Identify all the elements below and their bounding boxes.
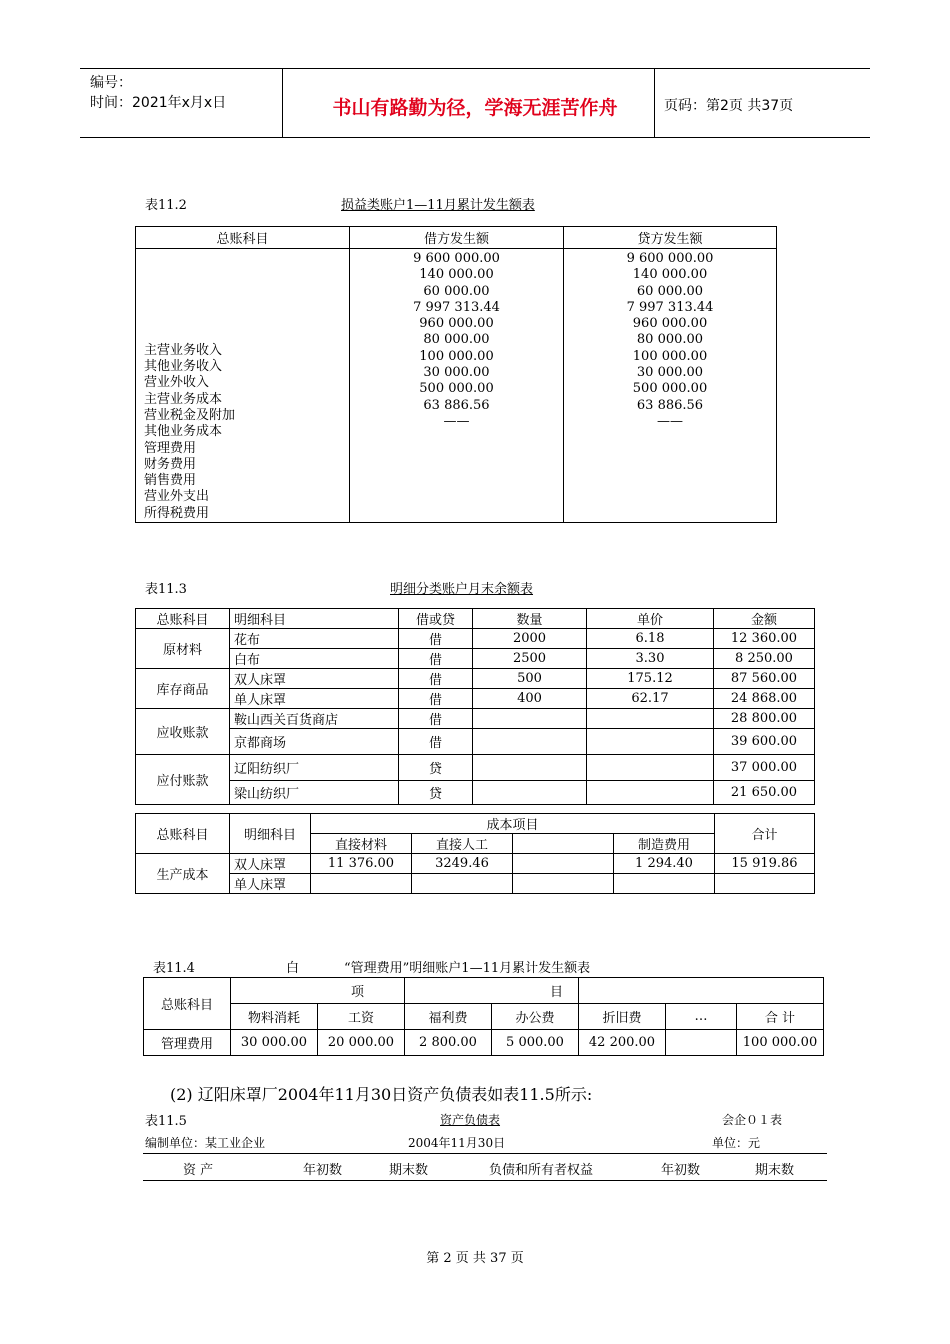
qty-cell: [473, 781, 587, 805]
total-cell: [715, 874, 815, 894]
debit-value: 9 600 000.00: [413, 251, 500, 266]
qty-cell: 2500: [473, 649, 587, 669]
col-header-item2: 目: [405, 978, 579, 1004]
detail-cell: 白布: [230, 649, 399, 669]
table-row: [136, 689, 815, 709]
material-cell: 11 376.00: [311, 854, 412, 874]
price-cell: [587, 755, 714, 781]
amount-cell: 87 560.00: [714, 669, 815, 689]
balance-sheet-header: [143, 1153, 827, 1181]
qty-cell: [473, 709, 587, 729]
account-list: [136, 249, 350, 523]
account-cell: 生产成本: [136, 854, 230, 894]
debit-value: 30 000.00: [423, 365, 490, 381]
detail-cell: 双人床罩: [230, 669, 399, 689]
col-header-dc: 借或贷: [399, 609, 473, 629]
qty-cell: 400: [473, 689, 587, 709]
col-header-account: 总账科目: [136, 227, 350, 249]
debit-list: [350, 249, 564, 523]
amount-cell: 12 360.00: [714, 629, 815, 649]
credit-value: 960 000.00: [632, 316, 708, 332]
page-footer: 第 2 页 共 37 页: [426, 1251, 524, 1266]
amount-cell: 39 600.00: [714, 729, 815, 755]
account-item: 所得税费用: [144, 505, 210, 521]
material-cell: [311, 874, 412, 894]
table-11-5-label: 表11.5: [145, 1114, 187, 1129]
dc-cell: 借: [399, 669, 473, 689]
debit-value: 60 000.00: [423, 283, 490, 299]
detail-cell: 京都商场: [230, 729, 399, 755]
overhead-cell: 1 294.40: [614, 854, 715, 874]
amount-cell: 24 868.00: [714, 689, 815, 709]
credit-value: 30 000.00: [636, 365, 704, 381]
table-11-3-label: 表11.3: [145, 582, 187, 597]
value-cell: 2 800.00: [405, 1030, 492, 1056]
amount-cell: 21 650.00: [714, 781, 815, 805]
debit-value: 140 000.00: [419, 267, 494, 283]
account-item: 其他业务成本: [144, 424, 223, 440]
account-item: 销售费用: [144, 473, 197, 489]
account-cell: 管理费用: [144, 1030, 231, 1056]
col-header-total: 合 计: [737, 1004, 824, 1030]
detail-cell: 梁山纺织厂: [230, 781, 399, 805]
account-item: 财务费用: [144, 456, 197, 472]
header-meta: [90, 73, 226, 113]
labor-cell: 3249.46: [412, 854, 513, 874]
col-header-item-blank: [579, 978, 824, 1004]
debit-value: ——: [443, 413, 470, 429]
col-header-labor: 直接人工: [412, 834, 513, 854]
value-cell: 20 000.00: [318, 1030, 405, 1056]
header-page-info: 页码：第2页 共37页: [664, 98, 794, 114]
dc-cell: 借: [399, 629, 473, 649]
debit-value: 100 000.00: [419, 348, 494, 364]
amount-cell: 28 800.00: [714, 709, 815, 729]
admin-expense-table: [143, 977, 824, 1056]
table-11-3-title: 明细分类账户月末余额表: [390, 582, 534, 597]
account-item: 管理费用: [144, 440, 197, 456]
table-11-5-title: 资产负债表: [440, 1113, 501, 1127]
col-header-assets-begin: 年初数: [303, 1163, 343, 1178]
col-header-assets: 资 产: [183, 1163, 214, 1178]
table-11-5-unit: 编制单位：某工业企业: [145, 1136, 266, 1150]
header-motto: 书山有路勤为径，学海无涯苦作舟: [332, 97, 618, 119]
dc-cell: 贷: [399, 781, 473, 805]
col-header-wages: 工资: [318, 1004, 405, 1030]
table-row: [136, 874, 815, 894]
production-cost-table: [135, 813, 815, 894]
col-header-total: 合计: [715, 814, 815, 854]
account-item: 主营业务收入: [144, 342, 223, 358]
detail-balance-table: [135, 608, 815, 805]
detail-cell: 单人床罩: [230, 874, 311, 894]
detail-cell: 双人床罩: [230, 854, 311, 874]
account-cell: 应收账款: [136, 709, 230, 755]
col-header-materials: 物料消耗: [231, 1004, 318, 1030]
credit-value: 9 600 000.00: [626, 251, 714, 266]
price-cell: [587, 781, 714, 805]
labor-cell: [412, 874, 513, 894]
col-header-liabilities: 负债和所有者权益: [489, 1163, 594, 1178]
value-cell: 5 000.00: [492, 1030, 579, 1056]
col-header-office: 办公费: [492, 1004, 579, 1030]
credit-value: ——: [657, 413, 683, 429]
dc-cell: 借: [399, 689, 473, 709]
document-time: 时间：2021年x月x日: [90, 95, 227, 111]
qty-cell: [473, 755, 587, 781]
credit-value: 80 000.00: [636, 332, 704, 348]
col-header-depreciation: 折旧费: [579, 1004, 666, 1030]
col-header-overhead: 制造费用: [614, 834, 715, 854]
col-header-credit: 贷方发生额: [564, 227, 777, 249]
detail-cell: 辽阳纺织厂: [230, 755, 399, 781]
table-11-4-title: “管理费用”明细账户1—11月累计发生额表: [344, 961, 591, 976]
value-cell: [666, 1030, 737, 1056]
col-header-detail: 明细科目: [230, 814, 311, 854]
account-item: 其他业务收入: [144, 359, 223, 375]
table-row: [144, 1030, 824, 1056]
debit-value: 7 997 313.44: [413, 299, 500, 315]
detail-cell: 鞍山西关百货商店: [230, 709, 399, 729]
table-row: [136, 755, 815, 781]
table-row: [136, 854, 815, 874]
dc-cell: 借: [399, 729, 473, 755]
income-accounts-table: [135, 226, 777, 523]
col-header-account: 总账科目: [144, 978, 231, 1030]
detail-cell: 单人床罩: [230, 689, 399, 709]
credit-value: 140 000.00: [632, 267, 708, 283]
overhead-cell: [614, 874, 715, 894]
blank-cell: [513, 874, 614, 894]
dc-cell: 借: [399, 709, 473, 729]
page-header: [80, 68, 870, 138]
paragraph-balance-sheet: (2) 辽阳床罩厂2004年11月30日资产负债表如表11.5所示:: [170, 1085, 593, 1104]
table-row: [136, 729, 815, 755]
table-11-2-label: 表11.2: [145, 198, 187, 213]
col-header-blank: [513, 834, 614, 854]
dc-cell: 贷: [399, 755, 473, 781]
col-header-assets-end: 期末数: [389, 1163, 429, 1178]
blank-cell: [513, 854, 614, 874]
value-cell: 100 000.00: [737, 1030, 824, 1056]
col-header-liab-end: 期末数: [755, 1163, 795, 1178]
price-cell: [587, 709, 714, 729]
table-11-2-title: 损益类账户1—11月累计发生额表: [341, 198, 535, 213]
price-cell: [587, 729, 714, 755]
account-item: 营业外支出: [144, 489, 210, 505]
debit-value: 63 886.56: [423, 397, 490, 413]
qty-cell: 2000: [473, 629, 587, 649]
total-cell: 15 919.86: [715, 854, 815, 874]
credit-value: 500 000.00: [632, 381, 708, 397]
debit-value: 960 000.00: [419, 316, 494, 332]
amount-cell: 37 000.00: [714, 755, 815, 781]
table-row: [136, 709, 815, 729]
price-cell: 6.18: [587, 629, 714, 649]
table-11-4-stray: 白: [286, 961, 300, 976]
price-cell: 3.30: [587, 649, 714, 669]
col-header-price: 单价: [587, 609, 714, 629]
col-header-debit: 借方发生额: [350, 227, 564, 249]
table-row: [136, 669, 815, 689]
col-header-material: 直接材料: [311, 834, 412, 854]
value-cell: 42 200.00: [579, 1030, 666, 1056]
col-header-amount: 金额: [714, 609, 815, 629]
table-row: [136, 781, 815, 805]
col-header-cost-items: 成本项目: [311, 814, 715, 834]
document-number: 编号：: [90, 75, 132, 91]
table-11-5-code: 会企０１表: [722, 1113, 783, 1127]
credit-value: 7 997 313.44: [626, 299, 714, 315]
col-header-account: 总账科目: [136, 814, 230, 854]
amount-cell: 8 250.00: [714, 649, 815, 669]
table-row: [136, 649, 815, 669]
table-11-5-date: 2004年11月30日: [408, 1136, 506, 1150]
account-cell: 原材料: [136, 629, 230, 669]
detail-cell: 花布: [230, 629, 399, 649]
account-cell: 应付账款: [136, 755, 230, 805]
debit-value: 500 000.00: [419, 381, 494, 397]
price-cell: 62.17: [587, 689, 714, 709]
col-header-account: 总账科目: [136, 609, 230, 629]
credit-value: 100 000.00: [632, 348, 708, 364]
price-cell: 175.12: [587, 669, 714, 689]
value-cell: 30 000.00: [231, 1030, 318, 1056]
credit-value: 60 000.00: [636, 283, 704, 299]
table-11-4-label: 表11.4: [153, 961, 195, 976]
credit-value: 63 886.56: [636, 397, 704, 413]
account-item: 主营业务成本: [144, 391, 223, 407]
col-header-detail: 明细科目: [230, 609, 399, 629]
account-item: 营业外收入: [144, 375, 210, 391]
col-header-item1: 项: [231, 978, 405, 1004]
col-header-ellipsis: …: [666, 1004, 737, 1030]
account-cell: 库存商品: [136, 669, 230, 709]
dc-cell: 借: [399, 649, 473, 669]
col-header-welfare: 福利费: [405, 1004, 492, 1030]
table-11-5-currency: 单位：元: [712, 1136, 761, 1150]
debit-value: 80 000.00: [423, 332, 490, 348]
table-row: [136, 629, 815, 649]
col-header-liab-begin: 年初数: [661, 1163, 701, 1178]
qty-cell: [473, 729, 587, 755]
col-header-qty: 数量: [473, 609, 587, 629]
credit-list: [564, 249, 777, 523]
qty-cell: 500: [473, 669, 587, 689]
account-item: 营业税金及附加: [144, 407, 236, 423]
